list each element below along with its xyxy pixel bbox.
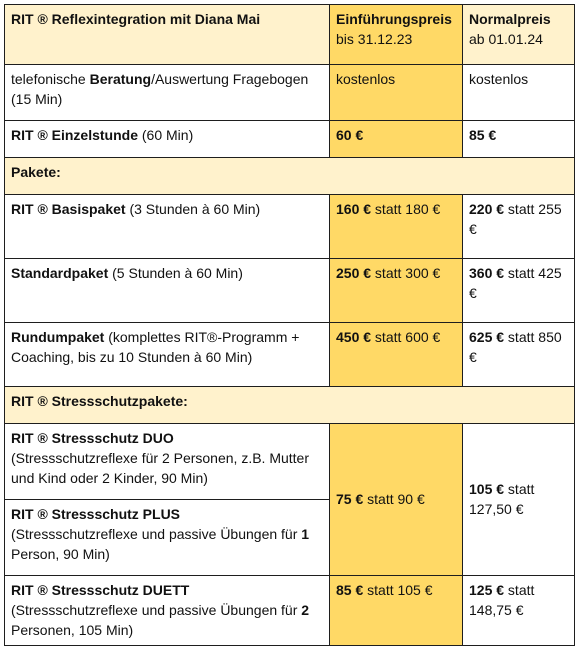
normal-price: 125 €	[469, 582, 505, 598]
table-row	[5, 121, 575, 158]
header-normal-label: Normalpreis	[469, 11, 551, 27]
row-label-bold: RIT ® Stressschutz DUO	[11, 430, 174, 446]
row-label-text: /Auswertung Fragebogen (15 Min)	[11, 71, 309, 107]
normal-old-price: statt 127,50 €	[469, 481, 535, 517]
price-document	[4, 4, 575, 646]
row-label-text: Personen, 105 Min)	[11, 622, 134, 638]
intro-old-price: statt 105 €	[363, 582, 433, 598]
intro-price-cell	[330, 576, 463, 646]
intro-price: 75 €	[336, 491, 364, 507]
row-label-bold: RIT ® Einzelstunde	[11, 127, 138, 143]
normal-old-price: statt 850 €	[469, 329, 562, 365]
row-label-bold: RIT ® Stressschutz PLUS	[11, 506, 181, 522]
price-table	[4, 4, 575, 646]
row-label-bold: 2	[301, 602, 310, 618]
normal-price-cell	[463, 121, 575, 158]
row-label-text: (3 Stunden à 60 Min)	[125, 201, 261, 217]
intro-price-cell	[330, 195, 463, 259]
row-label-text: Person, 90 Min)	[11, 546, 110, 562]
normal-price: 220 €	[469, 201, 505, 217]
intro-price-cell	[330, 323, 463, 387]
section-heading: Pakete:	[11, 164, 61, 180]
normal-price-cell	[463, 323, 575, 387]
normal-price-cell	[463, 424, 575, 576]
row-label-bold: RIT ® Stressschutz DUETT	[11, 582, 190, 598]
row-label-text: telefonische	[11, 71, 90, 87]
row-label-cell	[5, 323, 330, 387]
row-label-cell	[5, 259, 330, 323]
row-label-cell	[5, 424, 330, 500]
row-label-text: (60 Min)	[138, 127, 194, 143]
row-label-bold: Rundumpaket	[11, 329, 105, 345]
section-heading: RIT ® Stressschutzpakete:	[11, 393, 188, 409]
normal-old-price: statt 148,75 €	[469, 582, 535, 618]
intro-price: kostenlos	[336, 71, 396, 87]
normal-price: 625 €	[469, 329, 505, 345]
row-label-text: (Stressschutzreflexe für 2 Personen, z.B. Mutter und Kind oder 2 Kinder, 90 Min)	[11, 450, 310, 486]
normal-old-price: statt 425 €	[469, 265, 562, 301]
table-row	[5, 259, 575, 323]
table-row	[5, 576, 575, 646]
table-row	[5, 65, 575, 121]
intro-price: 250 €	[336, 265, 372, 281]
normal-price: 360 €	[469, 265, 505, 281]
intro-old-price: statt 180 €	[371, 201, 441, 217]
normal-price-cell	[463, 576, 575, 646]
intro-old-price: statt 600 €	[371, 329, 441, 345]
section-heading-cell	[5, 158, 575, 195]
row-label-cell	[5, 195, 330, 259]
row-label-text: (5 Stunden à 60 Min)	[108, 265, 243, 281]
section-heading-cell	[5, 387, 575, 424]
header-intro-cell	[330, 5, 463, 65]
intro-price-cell	[330, 121, 463, 158]
header-title-cell	[5, 5, 330, 65]
row-label-bold: RIT ® Basispaket	[11, 201, 126, 217]
row-label-text: (komplettes RIT®-Programm + Coaching, bis zu 10 Stunden à 60 Min)	[11, 329, 300, 365]
row-label-bold: Standardpaket	[11, 265, 109, 281]
row-label-text: (Stressschutzreflexe und passive Übungen für	[11, 526, 302, 542]
normal-price-cell	[463, 259, 575, 323]
normal-old-price: statt 255 €	[469, 201, 562, 237]
normal-price-cell	[463, 195, 575, 259]
intro-old-price: statt 90 €	[363, 491, 425, 507]
header-normal-cell	[463, 5, 575, 65]
intro-price-cell	[330, 424, 463, 576]
header-intro-label: Einführungspreis	[336, 11, 452, 27]
row-label-cell	[5, 500, 330, 576]
normal-price: 85 €	[469, 127, 497, 143]
table-row	[5, 195, 575, 259]
intro-price: 450 €	[336, 329, 372, 345]
row-label-cell	[5, 65, 330, 121]
header-intro-date: bis 31.12.23	[336, 31, 413, 47]
section-row-pakete	[5, 158, 575, 195]
row-label-bold: Beratung	[89, 71, 152, 87]
table-header-row	[5, 5, 575, 65]
row-label-cell	[5, 121, 330, 158]
intro-price: 160 €	[336, 201, 372, 217]
normal-price: kostenlos	[469, 71, 529, 87]
intro-price: 60 €	[336, 127, 364, 143]
normal-price: 105 €	[469, 481, 505, 497]
section-row-stressschutz	[5, 387, 575, 424]
header-title: RIT ® Reflexintegration mit Diana Mai	[11, 11, 261, 27]
row-label-cell	[5, 576, 330, 646]
table-row	[5, 424, 575, 500]
intro-old-price: statt 300 €	[371, 265, 441, 281]
row-label-text: (Stressschutzreflexe und passive Übungen für	[11, 602, 302, 618]
header-normal-date: ab 01.01.24	[469, 31, 543, 47]
normal-price-cell	[463, 65, 575, 121]
intro-price: 85 €	[336, 582, 364, 598]
intro-price-cell	[330, 65, 463, 121]
intro-price-cell	[330, 259, 463, 323]
table-row	[5, 323, 575, 387]
row-label-bold: 1	[301, 526, 310, 542]
